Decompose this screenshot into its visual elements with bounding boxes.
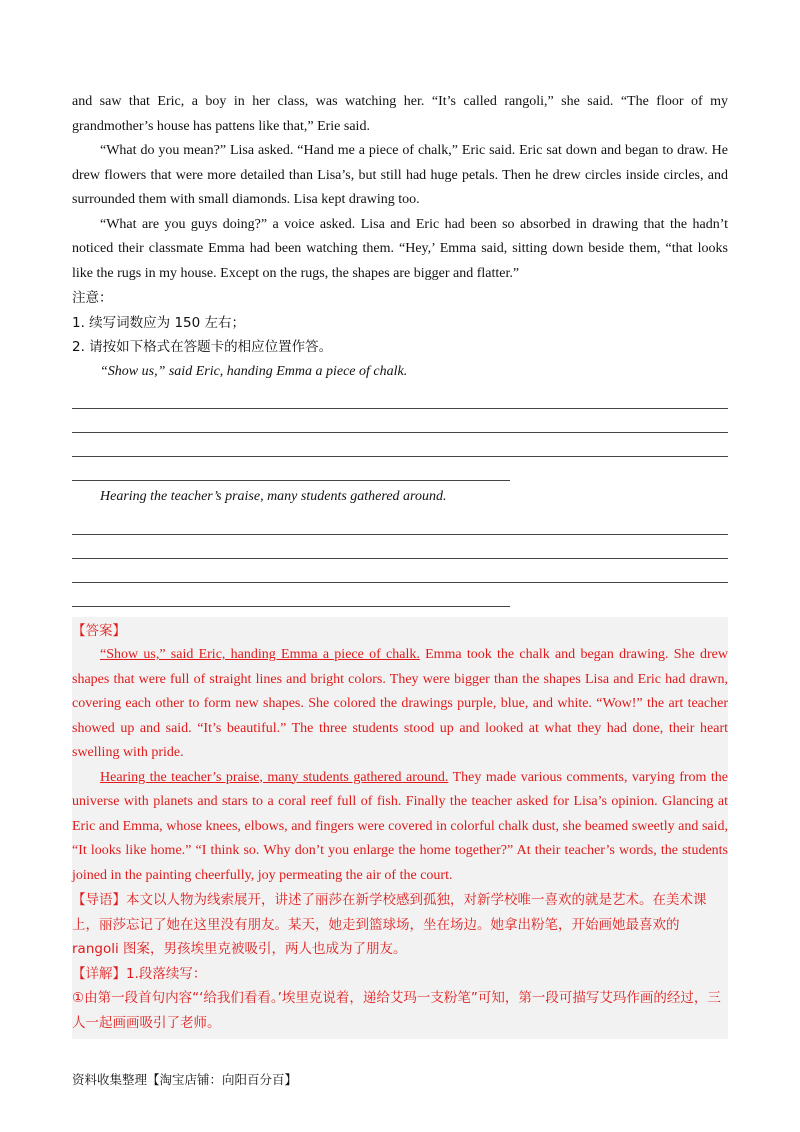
detail-heading: 1.段落续写： xyxy=(126,965,207,982)
answer-paragraph-1-body: Emma took the chalk and began drawing. She drew shapes that were full of straight lines and bright colors. They were bigger than the shapes Lisa and Eric had drawn, covering each other to form new shapes. She colored the drawings purple, blue, and white. “Wow!” the art teacher showed up and said. “It’s beautiful.” The three students stood up and looked at what they had done, their heart swelling with pride. xyxy=(72,647,728,760)
answer-section xyxy=(72,617,728,1040)
answer-paragraph-1 xyxy=(72,643,728,766)
answer-paragraph-2-lead: Hearing the teacher’s praise, many students gathered around. xyxy=(100,769,449,785)
guide-paragraph xyxy=(72,888,728,962)
writing-lines-2 xyxy=(72,511,728,607)
writing-line xyxy=(72,511,728,535)
story-paragraph-3: “What are you guys doing?” a voice asked. Lisa and Eric had been so absorbed in drawing that the hadn’t noticed their classmate Emma had been watching them. “Hey,’ Emma said, sitting down beside them, “that looks like the rugs in my house. Except on the rugs, the shapes are bigger and flatter.” xyxy=(72,216,728,281)
guide-tag: 【导语】 xyxy=(72,892,126,908)
document-page xyxy=(72,90,728,1039)
notes-heading: 注意： xyxy=(72,290,113,306)
writing-line xyxy=(72,433,728,457)
answer-paragraph-2-body: They made various comments, varying from the universe with planets and stars to a coral reef full of fish. Finally the teacher asked for Lisa’s opinion. Glancing at Eric and Emma, whose knees, elbows, and fingers were covered in colorful chalk dust, she beamed sweetly and said, “It looks like home.” “I think so. Why don’t you enlarge the home together?” At their teacher’s words, the students joined in the painting cheerfully, joy permeating the air of the court. xyxy=(72,769,729,883)
detail-tag: 【详解】 xyxy=(72,965,126,982)
writing-lines-1 xyxy=(72,385,728,481)
notes-item-2: 2. 请按如下格式在答题卡的相应位置作答。 xyxy=(72,339,333,355)
footer-source: 资料收集整理【淘宝店铺：向阳百分百】 xyxy=(72,1072,298,1087)
notes-item-1: 1. 续写词数应为 150 左右； xyxy=(72,314,246,331)
writing-line xyxy=(72,385,728,409)
prompt-second: Hearing the teacher’s praise, many students gathered around. xyxy=(100,489,447,504)
answer-paragraph-1-lead: “Show us,” said Eric, handing Emma a piece of chalk. xyxy=(100,647,420,662)
detail-heading-line xyxy=(72,962,728,987)
writing-line xyxy=(72,409,728,433)
guide-text: 本文以人物为线索展开，讲述了丽莎在新学校感到孤独，对新学校唯一喜欢的就是艺术。在美术课上，丽莎忘记了她在这里没有朋友。某天，她走到篮球场，坐在场边。她拿出粉笔，开始画她最喜欢的 rangoli 图案，男孩埃里克被吸引，两人也成为了朋友。 xyxy=(72,892,707,957)
story-paragraph-1: and saw that Eric, a boy in her class, was watching her. “It’s called rangoli,” she said. “The floor of my grandmother’s house has pattens like that,” Erie said. xyxy=(72,94,728,134)
detail-item-1: ①由第一段首句内容“‘给我们看看。’埃里克说着，递给艾玛一支粉笔”可知，第一段可描写艾玛作画的经过，三人一起画画吸引了老师。 xyxy=(72,990,721,1031)
answer-tag: 【答案】 xyxy=(72,622,126,639)
writing-line xyxy=(72,559,728,583)
writing-line xyxy=(72,583,510,607)
writing-line xyxy=(72,535,728,559)
writing-line xyxy=(72,457,510,481)
prompt-first: “Show us,” said Eric, handing Emma a piece of chalk. xyxy=(100,363,408,379)
answer-paragraph-2 xyxy=(72,766,728,889)
story-paragraph-2: “What do you mean?” Lisa asked. “Hand me a piece of chalk,” Eric said. Eric sat down and began to draw. He drew flowers that were more detailed than Lisa’s, but still had huge petals. Then he drew circles inside circles, and surrounded them with small diamonds. Lisa kept drawing too. xyxy=(72,143,728,207)
